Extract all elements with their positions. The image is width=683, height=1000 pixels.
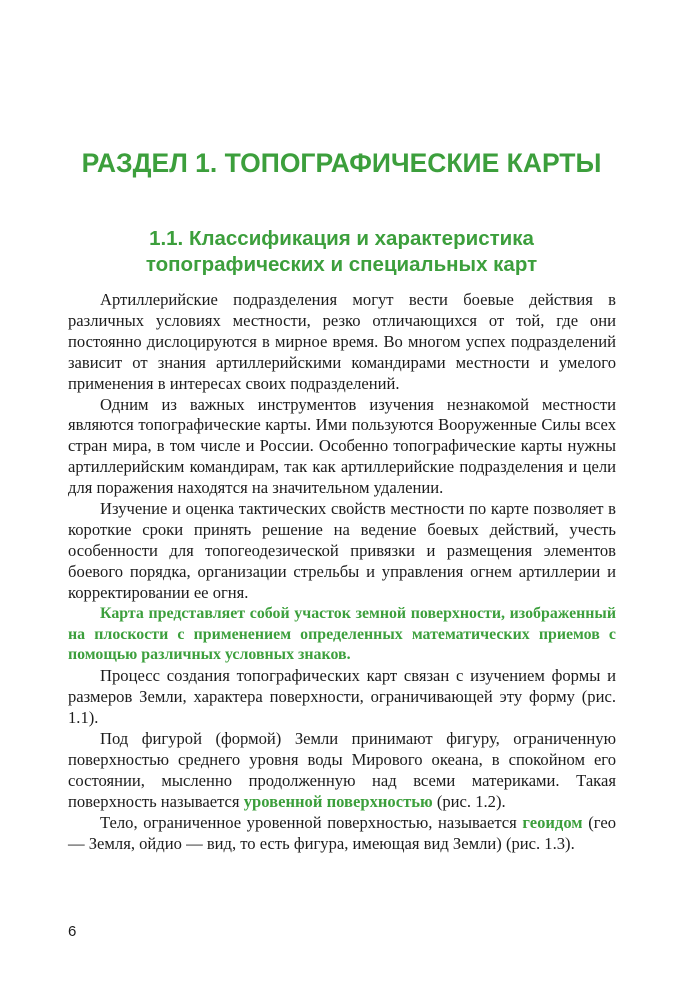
subsection-title bbox=[0, 226, 683, 278]
body-text bbox=[68, 290, 616, 854]
paragraph-6-text-after: (гео — Земля, ойдио — вид, то есть фигура, имеющая вид Земли) (рис. 1.3). bbox=[68, 812, 616, 853]
term-geoid: геоидом bbox=[522, 812, 583, 832]
map-definition: Карта представляет собой участок земной поверхности, изображенный на плоскости с применением определенных математических приемов с помощью различных условных знаков. bbox=[68, 604, 616, 664]
subsection-title-line-2: топографических и специальных карт bbox=[145, 253, 538, 276]
paragraph-5 bbox=[68, 729, 616, 813]
section-title: РАЗДЕЛ 1. ТОПОГРАФИЧЕСКИЕ КАРТЫ bbox=[81, 148, 602, 178]
paragraph-5-text-before: Под фигурой (формой) Земли принимают фигуру, ограниченную поверхностью среднего уровня воды Мирового океана, в спокойном его состоянии, мысленно продолженную над всеми материками. Такая поверхность называется bbox=[68, 729, 616, 811]
subsection-title-line-1: 1.1. Классификация и характеристика bbox=[149, 227, 534, 250]
paragraph-3: Изучение и оценка тактических свойств местности по карте позволяет в короткие сроки принять решение на ведение боевых действий, учесть особенности для топогеодезической привязки и размещения элементов боевого порядка, организации стрельбы и управления огнем артиллерии и корректировании ее огня. bbox=[68, 499, 616, 602]
paragraph-2: Одним из важных инструментов изучения незнакомой местности являются топографические карты. Ими пользуются Вооруженные Силы всех стран мира, в том числе и России. Особенно топографические карты нужны артиллерийским командирам, так как артиллерийские подразделения и цели для поражения находятся на значительном удалении. bbox=[68, 394, 616, 498]
paragraph-6 bbox=[68, 813, 616, 855]
term-level-surface: уровенной поверхностью bbox=[243, 791, 433, 811]
page-number: 6 bbox=[68, 923, 77, 940]
paragraph-6-text-before: Тело, ограниченное уровенной поверхностью, называется bbox=[100, 812, 523, 832]
paragraph-4: Процесс создания топографических карт связан с изучением формы и размеров Земли, характера поверхности, ограничивающей эту форму (рис. 1.1). bbox=[68, 666, 616, 728]
paragraph-1: Артиллерийские подразделения могут вести боевые действия в различных условиях местности, резко отличающихся от той, где они постоянно дислоцируются в мирное время. Во многом успех подразделений зависит от знания артиллерийскими командирами местности и умелого применения в интересах своих подразделений. bbox=[68, 290, 616, 393]
paragraph-5-text-after: (рис. 1.2). bbox=[432, 791, 506, 811]
